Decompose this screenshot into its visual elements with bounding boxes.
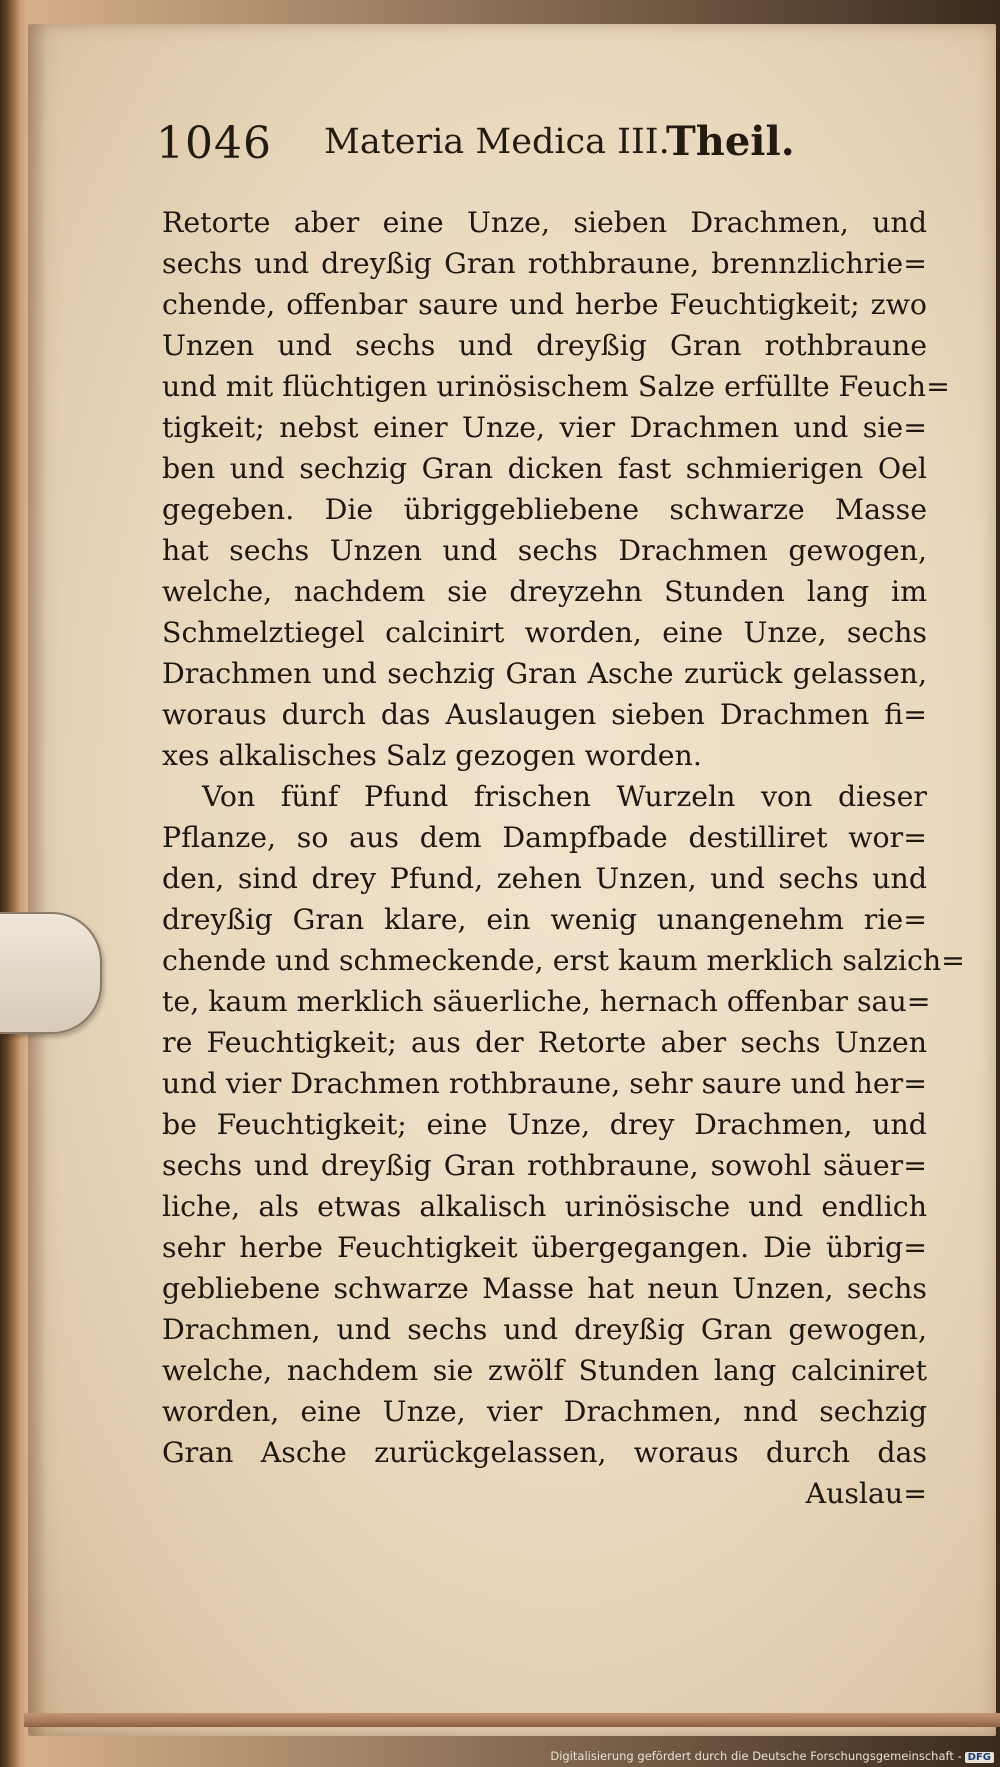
text-line: dreyßig Gran klare, ein wenig unangenehm rie=: [162, 903, 927, 936]
running-head: Materia Medica III.: [324, 122, 670, 162]
dfg-logo: DFG: [965, 1752, 994, 1763]
text-line: Drachmen, und sechs und dreyßig Gran gewogen,: [162, 1313, 927, 1346]
text-line: sechs und dreyßig Gran rothbraune, brennzlichrie=: [162, 247, 927, 280]
text-line: chende und schmeckende, erst kaum merklich salzich=: [162, 944, 965, 977]
text-line: sechs und dreyßig Gran rothbraune, sowohl säuer=: [162, 1149, 927, 1182]
body-text: [162, 202, 965, 1514]
text-line: und mit flüchtigen urinösischem Salze erfüllte Feuch=: [162, 370, 950, 403]
text-line: und vier Drachmen rothbraune, sehr saure und her=: [162, 1067, 927, 1100]
page-header: [156, 118, 856, 174]
page-number: 1046: [156, 118, 272, 169]
credit-text: Digitalisierung gefördert durch die Deutsche Forschungsgemeinschaft -: [550, 1749, 962, 1763]
text-line: be Feuchtigkeit; eine Unze, drey Drachmen, und: [162, 1108, 927, 1141]
bookmark-tab: [0, 912, 102, 1034]
text-line: welche, nachdem sie zwölf Stunden lang calciniret: [162, 1354, 927, 1387]
text-line: Pflanze, so aus dem Dampfbade destilliret wor=: [162, 821, 927, 854]
text-line: woraus durch das Auslaugen sieben Drachmen fi=: [162, 698, 927, 731]
text-line: tigkeit; nebst einer Unze, vier Drachmen und sie=: [162, 411, 927, 444]
text-line: chende, offenbar saure und herbe Feuchtigkeit; zwo: [162, 288, 927, 321]
text-line: welche, nachdem sie dreyzehn Stunden lang im: [162, 575, 927, 608]
text-line: gegeben. Die übriggebliebene schwarze Masse: [162, 493, 927, 526]
text-line: sehr herbe Feuchtigkeit übergegangen. Die übrig=: [162, 1231, 927, 1264]
text-line: Retorte aber eine Unze, sieben Drachmen, und: [162, 206, 927, 239]
text-line: den, sind drey Pfund, zehen Unzen, und sechs und: [162, 862, 927, 895]
text-line: Schmelztiegel calcinirt worden, eine Unze, sechs: [162, 616, 927, 649]
text-line: re Feuchtigkeit; aus der Retorte aber sechs Unzen: [162, 1026, 927, 1059]
page-gutter-shadow: [28, 24, 46, 1736]
text-line: Gran Asche zurückgelassen, woraus durch das: [162, 1436, 927, 1469]
digitization-credit: [550, 1749, 994, 1763]
text-line: Drachmen und sechzig Gran Asche zurück gelassen,: [162, 657, 927, 690]
text-line: Unzen und sechs und dreyßig Gran rothbraune: [162, 329, 927, 362]
text-line: xes alkalisches Salz gezogen worden.: [162, 739, 702, 772]
text-line: ben und sechzig Gran dicken fast schmierigen Oel: [162, 452, 927, 485]
text-line: worden, eine Unze, vier Drachmen, nnd sechzig: [162, 1395, 927, 1428]
text-line: te, kaum merklich säuerliche, hernach offenbar sau=: [162, 985, 931, 1018]
page-bottom-edge: [24, 1713, 1000, 1727]
catchword: Auslau=: [805, 1477, 927, 1510]
text-line: gebliebene schwarze Masse hat neun Unzen, sechs: [162, 1272, 927, 1305]
text-line: Von fünf Pfund frischen Wurzeln von dieser: [202, 780, 927, 813]
text-line: liche, als etwas alkalisch urinösische und endlich: [162, 1190, 927, 1223]
text-line: hat sechs Unzen und sechs Drachmen gewogen,: [162, 534, 927, 567]
running-head-part: Theil.: [666, 118, 795, 165]
